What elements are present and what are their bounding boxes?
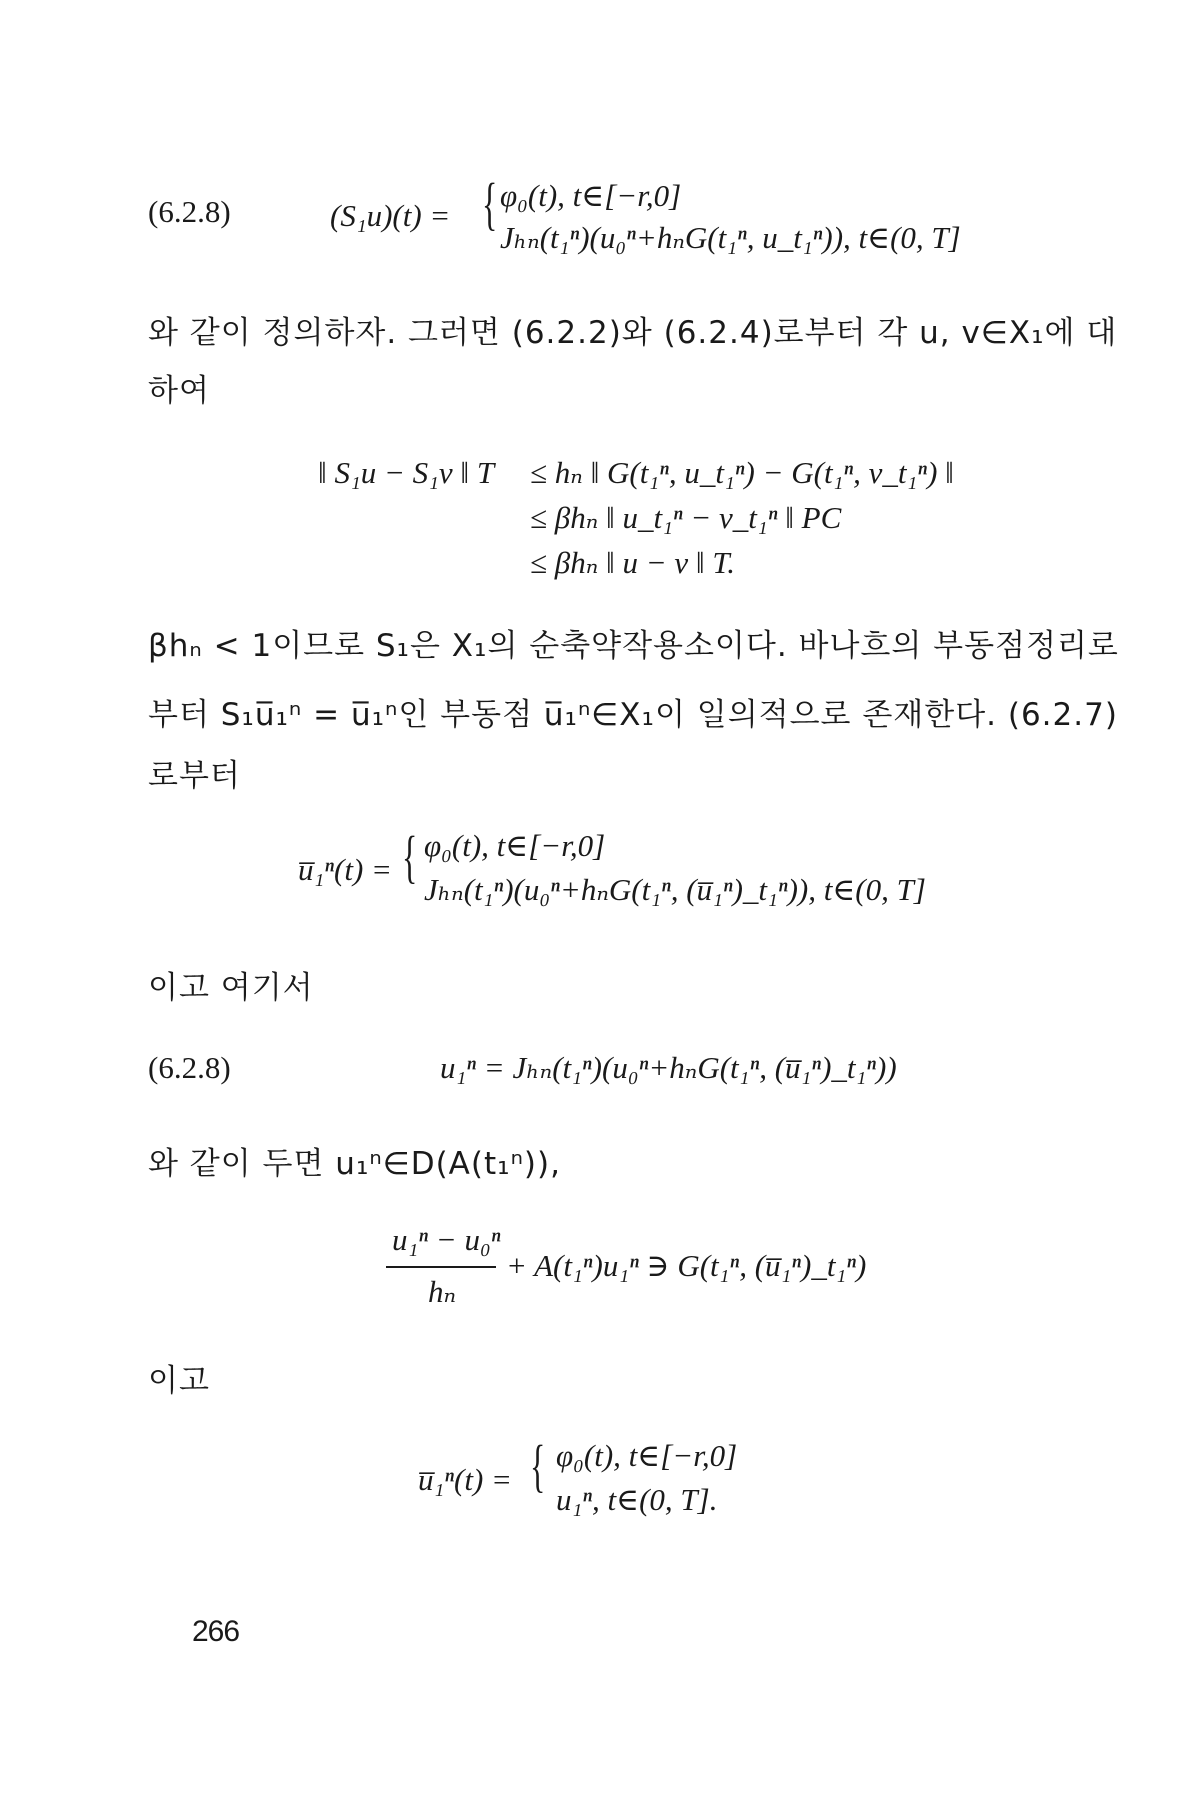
inequality-row-3: ≤ βhₙ ‖ u − v ‖ T. (530, 545, 736, 580)
equation-case-1: φ₀(t), t∈[−r,0] (556, 1438, 738, 1473)
equation-case-2: u₁ⁿ, t∈(0, T]. (556, 1482, 718, 1517)
paragraph-line: 와 같이 두면 u₁ⁿ∈D(A(t₁ⁿ)), (148, 1146, 561, 1182)
paragraph-line: 하여 (148, 373, 210, 409)
inequality-row-1: ≤ hₙ ‖ G(t₁ⁿ, u_t₁ⁿ) − G(t₁ⁿ, v_t₁ⁿ) ‖ (530, 455, 954, 490)
equation-lhs: (S₁u)(t) = (330, 198, 451, 233)
left-brace: { (482, 171, 498, 236)
equation-label: (6.2.8) (148, 1050, 231, 1085)
paragraph-line: 로부터 (148, 758, 241, 794)
equation-body: u₁ⁿ = Jₕₙ(t₁ⁿ)(u₀ⁿ+hₙG(t₁ⁿ, (u̅₁ⁿ)_t₁ⁿ)) (440, 1050, 897, 1085)
left-brace: { (530, 1433, 546, 1498)
inequality-row-2: ≤ βhₙ ‖ u_t₁ⁿ − v_t₁ⁿ ‖ PC (530, 500, 842, 535)
fraction-numerator: u₁ⁿ − u₀ⁿ (392, 1222, 501, 1257)
fraction-denominator: hₙ (428, 1274, 457, 1309)
equation-case-1: φ₀(t), t∈[−r,0] (424, 828, 606, 863)
paragraph-line: 이고 여기서 (148, 970, 314, 1006)
page-number: 266 (192, 1615, 240, 1648)
paragraph-line: 이고 (148, 1363, 210, 1399)
equation-case-2: Jₕₙ(t₁ⁿ)(u₀ⁿ+hₙG(t₁ⁿ, (u̅₁ⁿ)_t₁ⁿ)), t∈(0, T] (424, 872, 926, 907)
equation-body: + A(t₁ⁿ)u₁ⁿ ∋ G(t₁ⁿ, (u̅₁ⁿ)_t₁ⁿ) (506, 1248, 867, 1283)
equation-lhs: u̅₁ⁿ(t) = (418, 1462, 512, 1497)
equation-case-1: φ₀(t), t∈[−r,0] (500, 178, 682, 213)
equation-label: (6.2.8) (148, 194, 231, 229)
inequality-lhs: ‖ S₁u − S₁v ‖ T (318, 455, 495, 490)
left-brace: { (402, 824, 418, 889)
paragraph-line: 부터 S₁u̅₁ⁿ = u̅₁ⁿ인 부동점 u̅₁ⁿ∈X₁이 일의적으로 존재한다. (6.2.7) (148, 697, 1118, 733)
fraction-bar (386, 1266, 496, 1268)
equation-lhs: u̅₁ⁿ(t) = (298, 852, 392, 887)
paragraph-line: 와 같이 정의하자. 그러면 (6.2.2)와 (6.2.4)로부터 각 u, v∈X₁에 대 (148, 315, 1118, 351)
equation-case-2: Jₕₙ(t₁ⁿ)(u₀ⁿ+hₙG(t₁ⁿ, u_t₁ⁿ)), t∈(0, T] (500, 220, 961, 255)
paragraph-line: βhₙ < 1이므로 S₁은 X₁의 순축약작용소이다. 바나흐의 부동점정리로 (148, 628, 1119, 664)
